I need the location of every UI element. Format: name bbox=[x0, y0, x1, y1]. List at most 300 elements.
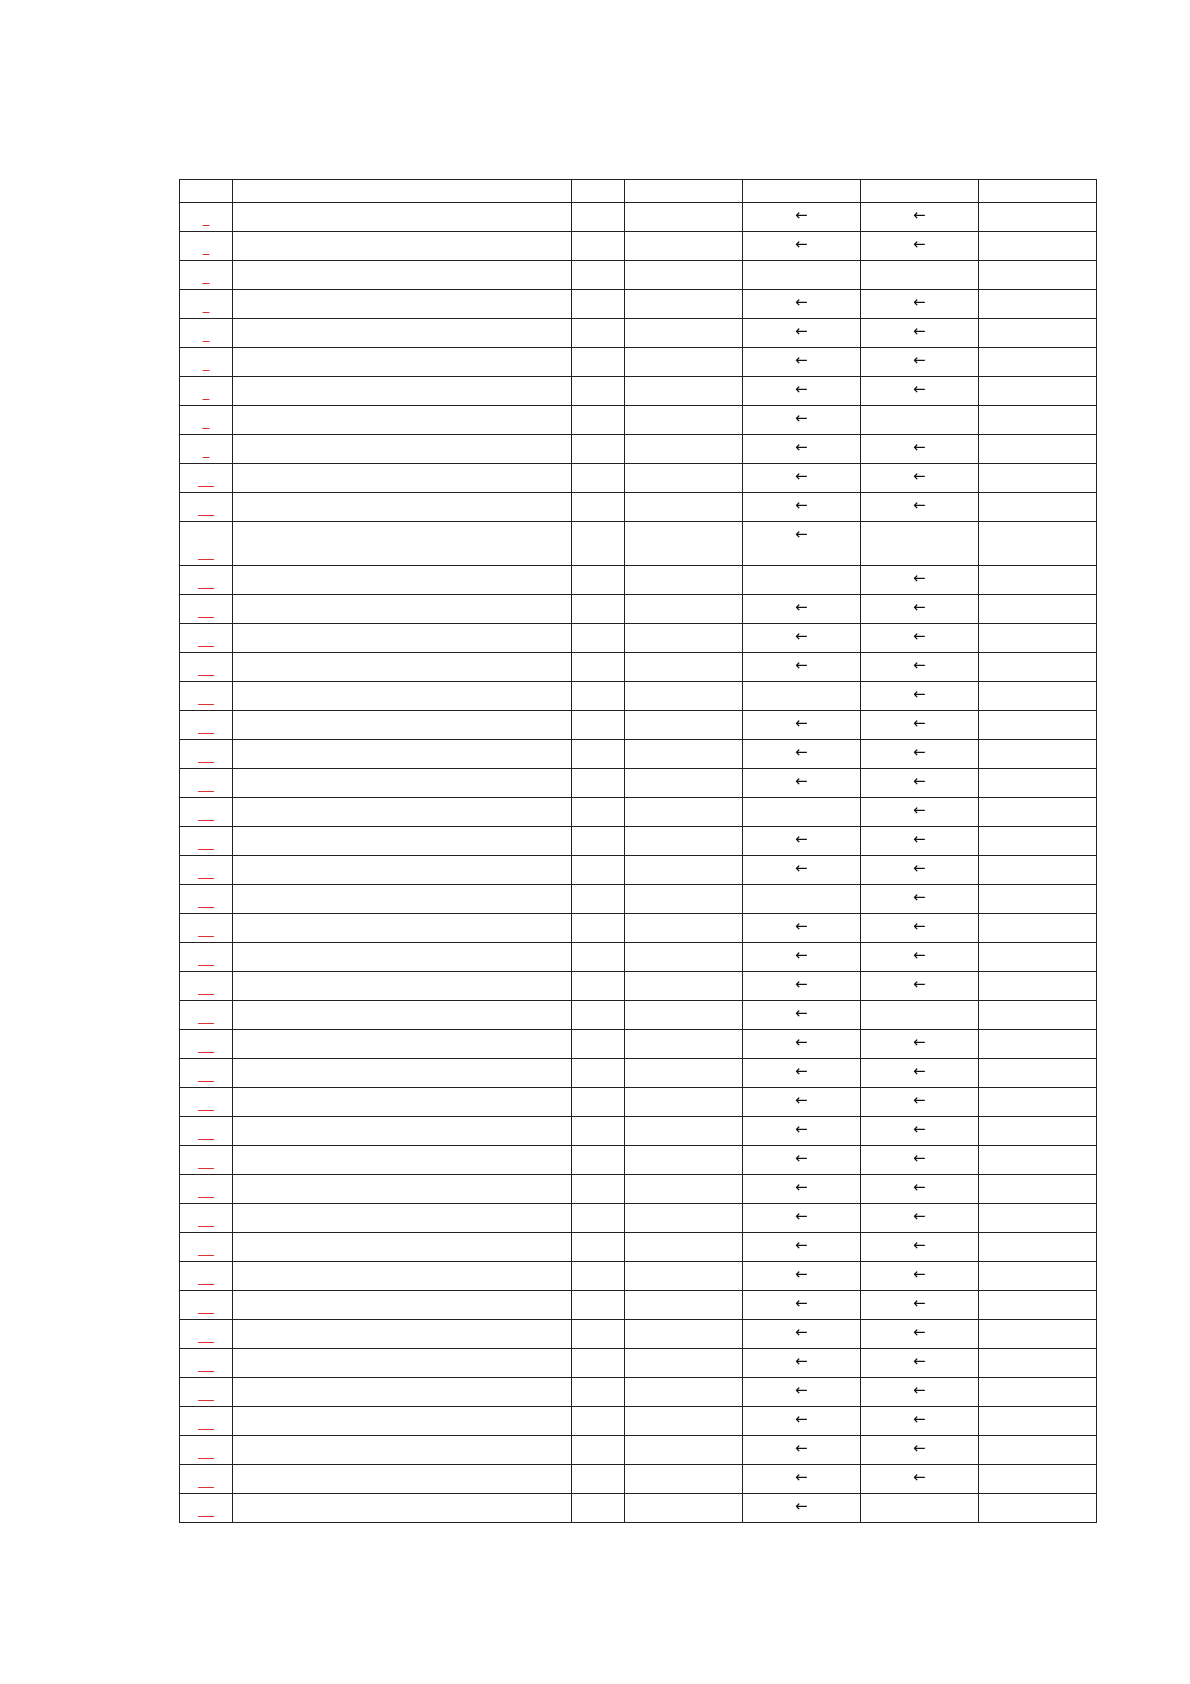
table-cell bbox=[979, 1494, 1097, 1523]
table-cell bbox=[743, 406, 861, 435]
table-cell bbox=[743, 653, 861, 682]
red-underline-mark bbox=[198, 965, 214, 966]
table-cell bbox=[625, 493, 743, 522]
red-underline-mark bbox=[198, 1284, 214, 1285]
table-cell bbox=[979, 1378, 1097, 1407]
table-cell bbox=[625, 653, 743, 682]
table-cell bbox=[572, 653, 625, 682]
left-arrow-icon: ← bbox=[795, 235, 808, 253]
table-cell bbox=[743, 1407, 861, 1436]
left-arrow-icon: ← bbox=[795, 627, 808, 645]
table-cell bbox=[233, 203, 572, 232]
table-cell bbox=[743, 914, 861, 943]
red-underline-mark bbox=[203, 312, 210, 313]
red-underline-mark bbox=[198, 1052, 214, 1053]
table-row bbox=[180, 1233, 1097, 1262]
table-cell bbox=[861, 261, 979, 290]
table-cell bbox=[979, 290, 1097, 319]
table-cell bbox=[743, 827, 861, 856]
table-cell bbox=[572, 566, 625, 595]
table-cell bbox=[233, 493, 572, 522]
table-cell bbox=[180, 972, 233, 1001]
table-cell bbox=[625, 885, 743, 914]
table-row bbox=[180, 435, 1097, 464]
table-row bbox=[180, 566, 1097, 595]
header-cell bbox=[572, 180, 625, 203]
table-cell bbox=[861, 464, 979, 493]
table-cell bbox=[572, 1465, 625, 1494]
table-cell bbox=[743, 1436, 861, 1465]
table-cell bbox=[233, 1030, 572, 1059]
table-cell bbox=[572, 1436, 625, 1465]
table-cell bbox=[743, 1146, 861, 1175]
table-cell bbox=[625, 711, 743, 740]
table-cell bbox=[233, 319, 572, 348]
table-cell bbox=[861, 1291, 979, 1320]
left-arrow-icon: ← bbox=[795, 1091, 808, 1109]
table-cell bbox=[180, 856, 233, 885]
table-cell bbox=[861, 319, 979, 348]
table-cell bbox=[572, 319, 625, 348]
table-cell bbox=[625, 856, 743, 885]
table-row bbox=[180, 1407, 1097, 1436]
table-cell bbox=[979, 856, 1097, 885]
left-arrow-icon: ← bbox=[795, 467, 808, 485]
red-underline-mark bbox=[198, 1081, 214, 1082]
table-cell bbox=[233, 1320, 572, 1349]
table-cell bbox=[572, 972, 625, 1001]
table-cell bbox=[861, 203, 979, 232]
table-cell bbox=[233, 1059, 572, 1088]
header-cell bbox=[979, 180, 1097, 203]
table-row bbox=[180, 595, 1097, 624]
left-arrow-icon: ← bbox=[913, 859, 926, 877]
table-cell bbox=[861, 1204, 979, 1233]
left-arrow-icon: ← bbox=[913, 1236, 926, 1254]
left-arrow-icon: ← bbox=[795, 438, 808, 456]
red-underline-mark bbox=[203, 225, 210, 226]
table-cell bbox=[979, 1407, 1097, 1436]
table-cell bbox=[572, 595, 625, 624]
left-arrow-icon: ← bbox=[913, 438, 926, 456]
table-cell bbox=[743, 566, 861, 595]
table-cell bbox=[233, 1378, 572, 1407]
left-arrow-icon: ← bbox=[795, 917, 808, 935]
table-cell bbox=[572, 798, 625, 827]
table-cell bbox=[233, 885, 572, 914]
left-arrow-icon: ← bbox=[913, 1468, 926, 1486]
table-cell bbox=[861, 885, 979, 914]
table-cell bbox=[979, 232, 1097, 261]
table-cell bbox=[743, 769, 861, 798]
red-underline-mark bbox=[198, 1400, 214, 1401]
table-cell bbox=[233, 435, 572, 464]
table-row bbox=[180, 943, 1097, 972]
table-cell bbox=[625, 1262, 743, 1291]
table-cell bbox=[861, 769, 979, 798]
left-arrow-icon: ← bbox=[913, 293, 926, 311]
left-arrow-icon: ← bbox=[795, 743, 808, 761]
left-arrow-icon: ← bbox=[913, 467, 926, 485]
table-cell bbox=[861, 740, 979, 769]
red-underline-mark bbox=[203, 254, 210, 255]
table-cell bbox=[979, 203, 1097, 232]
table-cell bbox=[861, 1262, 979, 1291]
table-cell bbox=[180, 1088, 233, 1117]
left-arrow-icon: ← bbox=[913, 380, 926, 398]
table-cell bbox=[861, 1146, 979, 1175]
table-cell bbox=[180, 1465, 233, 1494]
table-cell bbox=[180, 885, 233, 914]
table-cell bbox=[572, 740, 625, 769]
table-cell bbox=[743, 1059, 861, 1088]
table-cell bbox=[625, 798, 743, 827]
table-cell bbox=[572, 1233, 625, 1262]
table-cell bbox=[233, 856, 572, 885]
table-cell bbox=[180, 1407, 233, 1436]
table-row bbox=[180, 348, 1097, 377]
table-cell bbox=[743, 1378, 861, 1407]
red-underline-mark bbox=[198, 515, 214, 516]
table-row bbox=[180, 972, 1097, 1001]
table-cell bbox=[180, 566, 233, 595]
red-underline-mark bbox=[198, 486, 214, 487]
table-cell bbox=[979, 972, 1097, 1001]
left-arrow-icon: ← bbox=[795, 1265, 808, 1283]
table-cell bbox=[625, 203, 743, 232]
table-cell bbox=[180, 290, 233, 319]
table-cell bbox=[625, 464, 743, 493]
red-underline-mark bbox=[198, 1139, 214, 1140]
left-arrow-icon: ← bbox=[913, 830, 926, 848]
table-cell bbox=[979, 595, 1097, 624]
left-arrow-icon: ← bbox=[913, 888, 926, 906]
left-arrow-icon: ← bbox=[795, 1323, 808, 1341]
table-cell bbox=[861, 1349, 979, 1378]
table-cell bbox=[233, 1204, 572, 1233]
left-arrow-icon: ← bbox=[795, 1120, 808, 1138]
red-underline-mark bbox=[198, 1516, 214, 1517]
table-cell bbox=[625, 1175, 743, 1204]
table-row bbox=[180, 1378, 1097, 1407]
left-arrow-icon: ← bbox=[795, 351, 808, 369]
table-cell bbox=[180, 1233, 233, 1262]
left-arrow-icon: ← bbox=[913, 235, 926, 253]
table-cell bbox=[743, 1204, 861, 1233]
left-arrow-icon: ← bbox=[913, 496, 926, 514]
table-cell bbox=[861, 856, 979, 885]
left-arrow-icon: ← bbox=[795, 1062, 808, 1080]
table-row bbox=[180, 914, 1097, 943]
left-arrow-icon: ← bbox=[913, 975, 926, 993]
table-cell bbox=[979, 682, 1097, 711]
table-cell bbox=[743, 624, 861, 653]
table-row bbox=[180, 290, 1097, 319]
table-cell bbox=[572, 232, 625, 261]
table-cell bbox=[180, 769, 233, 798]
left-arrow-icon: ← bbox=[913, 946, 926, 964]
left-arrow-icon: ← bbox=[795, 1004, 808, 1022]
left-arrow-icon: ← bbox=[913, 1178, 926, 1196]
table-cell bbox=[979, 464, 1097, 493]
table-row bbox=[180, 406, 1097, 435]
table-cell bbox=[743, 740, 861, 769]
left-arrow-icon: ← bbox=[913, 1207, 926, 1225]
red-underline-mark bbox=[198, 1197, 214, 1198]
table-cell bbox=[572, 769, 625, 798]
table-cell bbox=[625, 1233, 743, 1262]
table-cell bbox=[625, 1088, 743, 1117]
table-cell bbox=[233, 1407, 572, 1436]
red-underline-mark bbox=[198, 704, 214, 705]
table-row bbox=[180, 1175, 1097, 1204]
table-cell bbox=[743, 595, 861, 624]
table-cell bbox=[625, 769, 743, 798]
table-row bbox=[180, 1262, 1097, 1291]
table-row bbox=[180, 1465, 1097, 1494]
left-arrow-icon: ← bbox=[913, 1381, 926, 1399]
table-cell bbox=[743, 856, 861, 885]
red-underline-mark bbox=[198, 1429, 214, 1430]
table-cell bbox=[180, 232, 233, 261]
table-cell bbox=[180, 435, 233, 464]
table-cell bbox=[233, 1349, 572, 1378]
table-cell bbox=[743, 943, 861, 972]
table-cell bbox=[233, 1146, 572, 1175]
table-cell bbox=[572, 203, 625, 232]
table-cell bbox=[572, 914, 625, 943]
table-cell bbox=[743, 1320, 861, 1349]
red-underline-mark bbox=[198, 994, 214, 995]
table-cell bbox=[625, 232, 743, 261]
table-cell bbox=[979, 1320, 1097, 1349]
table-cell bbox=[861, 972, 979, 1001]
table-row bbox=[180, 1117, 1097, 1146]
left-arrow-icon: ← bbox=[913, 1062, 926, 1080]
table-row bbox=[180, 1320, 1097, 1349]
table-cell bbox=[180, 653, 233, 682]
table-cell bbox=[979, 653, 1097, 682]
table-cell bbox=[979, 1059, 1097, 1088]
left-arrow-icon: ← bbox=[913, 685, 926, 703]
table-cell bbox=[625, 595, 743, 624]
table-cell bbox=[233, 290, 572, 319]
red-underline-mark bbox=[198, 646, 214, 647]
left-arrow-icon: ← bbox=[913, 206, 926, 224]
table-row bbox=[180, 1001, 1097, 1030]
table-cell bbox=[861, 827, 979, 856]
table-cell bbox=[180, 522, 233, 566]
table-cell bbox=[743, 1117, 861, 1146]
table-cell bbox=[979, 1349, 1097, 1378]
left-arrow-icon: ← bbox=[795, 859, 808, 877]
table-cell bbox=[180, 624, 233, 653]
table-row bbox=[180, 464, 1097, 493]
table-cell bbox=[743, 1175, 861, 1204]
table-row bbox=[180, 1146, 1097, 1175]
red-underline-mark bbox=[198, 907, 214, 908]
table-cell bbox=[572, 1059, 625, 1088]
table-row bbox=[180, 1494, 1097, 1523]
table-row bbox=[180, 653, 1097, 682]
table-cell bbox=[180, 1494, 233, 1523]
table-cell bbox=[233, 1291, 572, 1320]
table-cell bbox=[979, 885, 1097, 914]
left-arrow-icon: ← bbox=[913, 1033, 926, 1051]
table-cell bbox=[861, 624, 979, 653]
table-cell bbox=[861, 232, 979, 261]
left-arrow-icon: ← bbox=[795, 1352, 808, 1370]
table-cell bbox=[861, 1378, 979, 1407]
left-arrow-icon: ← bbox=[913, 322, 926, 340]
table-cell bbox=[979, 769, 1097, 798]
table-cell bbox=[861, 1407, 979, 1436]
table-cell bbox=[233, 711, 572, 740]
table-cell bbox=[180, 740, 233, 769]
table-cell bbox=[233, 827, 572, 856]
table-cell bbox=[861, 1175, 979, 1204]
table-cell bbox=[861, 493, 979, 522]
table-cell bbox=[180, 914, 233, 943]
table-cell bbox=[572, 493, 625, 522]
table-cell bbox=[625, 1349, 743, 1378]
red-underline-mark bbox=[198, 1226, 214, 1227]
table-row bbox=[180, 885, 1097, 914]
table-cell bbox=[979, 1233, 1097, 1262]
table-cell bbox=[979, 1117, 1097, 1146]
left-arrow-icon: ← bbox=[795, 496, 808, 514]
table-row bbox=[180, 1204, 1097, 1233]
table-cell bbox=[572, 1175, 625, 1204]
table-cell bbox=[979, 1146, 1097, 1175]
red-underline-mark bbox=[198, 1023, 214, 1024]
table-cell bbox=[743, 1291, 861, 1320]
table-cell bbox=[180, 1059, 233, 1088]
table-cell bbox=[625, 1378, 743, 1407]
table-cell bbox=[180, 319, 233, 348]
table-cell bbox=[625, 377, 743, 406]
left-arrow-icon: ← bbox=[795, 1410, 808, 1428]
table-cell bbox=[233, 1175, 572, 1204]
table-cell bbox=[180, 1146, 233, 1175]
table-row bbox=[180, 232, 1097, 261]
table-cell bbox=[233, 377, 572, 406]
table-cell bbox=[861, 943, 979, 972]
table-cell bbox=[572, 1204, 625, 1233]
table-cell bbox=[979, 1001, 1097, 1030]
table-cell bbox=[572, 290, 625, 319]
table-cell bbox=[743, 885, 861, 914]
table-cell bbox=[233, 1117, 572, 1146]
table-cell bbox=[979, 566, 1097, 595]
left-arrow-icon: ← bbox=[913, 1149, 926, 1167]
table-cell bbox=[743, 798, 861, 827]
table-cell bbox=[743, 522, 861, 566]
left-arrow-icon: ← bbox=[913, 598, 926, 616]
table-cell bbox=[180, 406, 233, 435]
red-underline-mark bbox=[198, 675, 214, 676]
table-cell bbox=[861, 1030, 979, 1059]
table-cell bbox=[180, 711, 233, 740]
table-cell bbox=[625, 261, 743, 290]
red-underline-mark bbox=[203, 283, 210, 284]
left-arrow-icon: ← bbox=[795, 975, 808, 993]
table-cell bbox=[625, 1320, 743, 1349]
table-cell bbox=[233, 769, 572, 798]
table-cell bbox=[625, 1030, 743, 1059]
red-underline-mark bbox=[198, 1342, 214, 1343]
left-arrow-icon: ← bbox=[795, 1497, 808, 1515]
red-underline-mark bbox=[198, 849, 214, 850]
red-underline-mark bbox=[203, 428, 210, 429]
table-cell bbox=[180, 203, 233, 232]
red-underline-mark bbox=[198, 559, 214, 560]
table-cell bbox=[572, 1001, 625, 1030]
table-cell bbox=[625, 566, 743, 595]
table-cell bbox=[979, 711, 1097, 740]
table-cell bbox=[861, 1059, 979, 1088]
table-cell bbox=[233, 566, 572, 595]
table-row bbox=[180, 1030, 1097, 1059]
table-cell bbox=[743, 1349, 861, 1378]
table-cell bbox=[861, 682, 979, 711]
table-cell bbox=[979, 827, 1097, 856]
table-cell bbox=[572, 1349, 625, 1378]
table-cell bbox=[979, 377, 1097, 406]
table-cell bbox=[979, 435, 1097, 464]
table-cell bbox=[233, 798, 572, 827]
table-cell bbox=[743, 1233, 861, 1262]
header-cell bbox=[861, 180, 979, 203]
table-cell bbox=[861, 595, 979, 624]
table-cell bbox=[625, 290, 743, 319]
table-cell bbox=[979, 493, 1097, 522]
table-cell bbox=[625, 1117, 743, 1146]
table-cell bbox=[861, 1494, 979, 1523]
header-cell bbox=[180, 180, 233, 203]
table-cell bbox=[625, 972, 743, 1001]
left-arrow-icon: ← bbox=[795, 772, 808, 790]
table-cell bbox=[979, 261, 1097, 290]
left-arrow-icon: ← bbox=[795, 1178, 808, 1196]
table-cell bbox=[180, 1030, 233, 1059]
table-cell bbox=[743, 435, 861, 464]
table-cell bbox=[979, 1436, 1097, 1465]
left-arrow-icon: ← bbox=[795, 1439, 808, 1457]
table-cell bbox=[861, 1001, 979, 1030]
table-cell bbox=[625, 1407, 743, 1436]
left-arrow-icon: ← bbox=[913, 714, 926, 732]
table-cell bbox=[572, 682, 625, 711]
red-underline-mark bbox=[203, 399, 210, 400]
table-cell bbox=[572, 885, 625, 914]
table-cell bbox=[180, 493, 233, 522]
table-row bbox=[180, 1059, 1097, 1088]
red-underline-mark bbox=[198, 1110, 214, 1111]
table-row bbox=[180, 1349, 1097, 1378]
table-row bbox=[180, 1088, 1097, 1117]
table-cell bbox=[233, 261, 572, 290]
table-cell bbox=[743, 493, 861, 522]
header-cell bbox=[743, 180, 861, 203]
table-cell bbox=[233, 914, 572, 943]
red-underline-mark bbox=[198, 791, 214, 792]
table-cell bbox=[743, 972, 861, 1001]
table-row bbox=[180, 769, 1097, 798]
table-cell bbox=[625, 1204, 743, 1233]
table-cell bbox=[861, 1117, 979, 1146]
table-cell bbox=[233, 464, 572, 493]
